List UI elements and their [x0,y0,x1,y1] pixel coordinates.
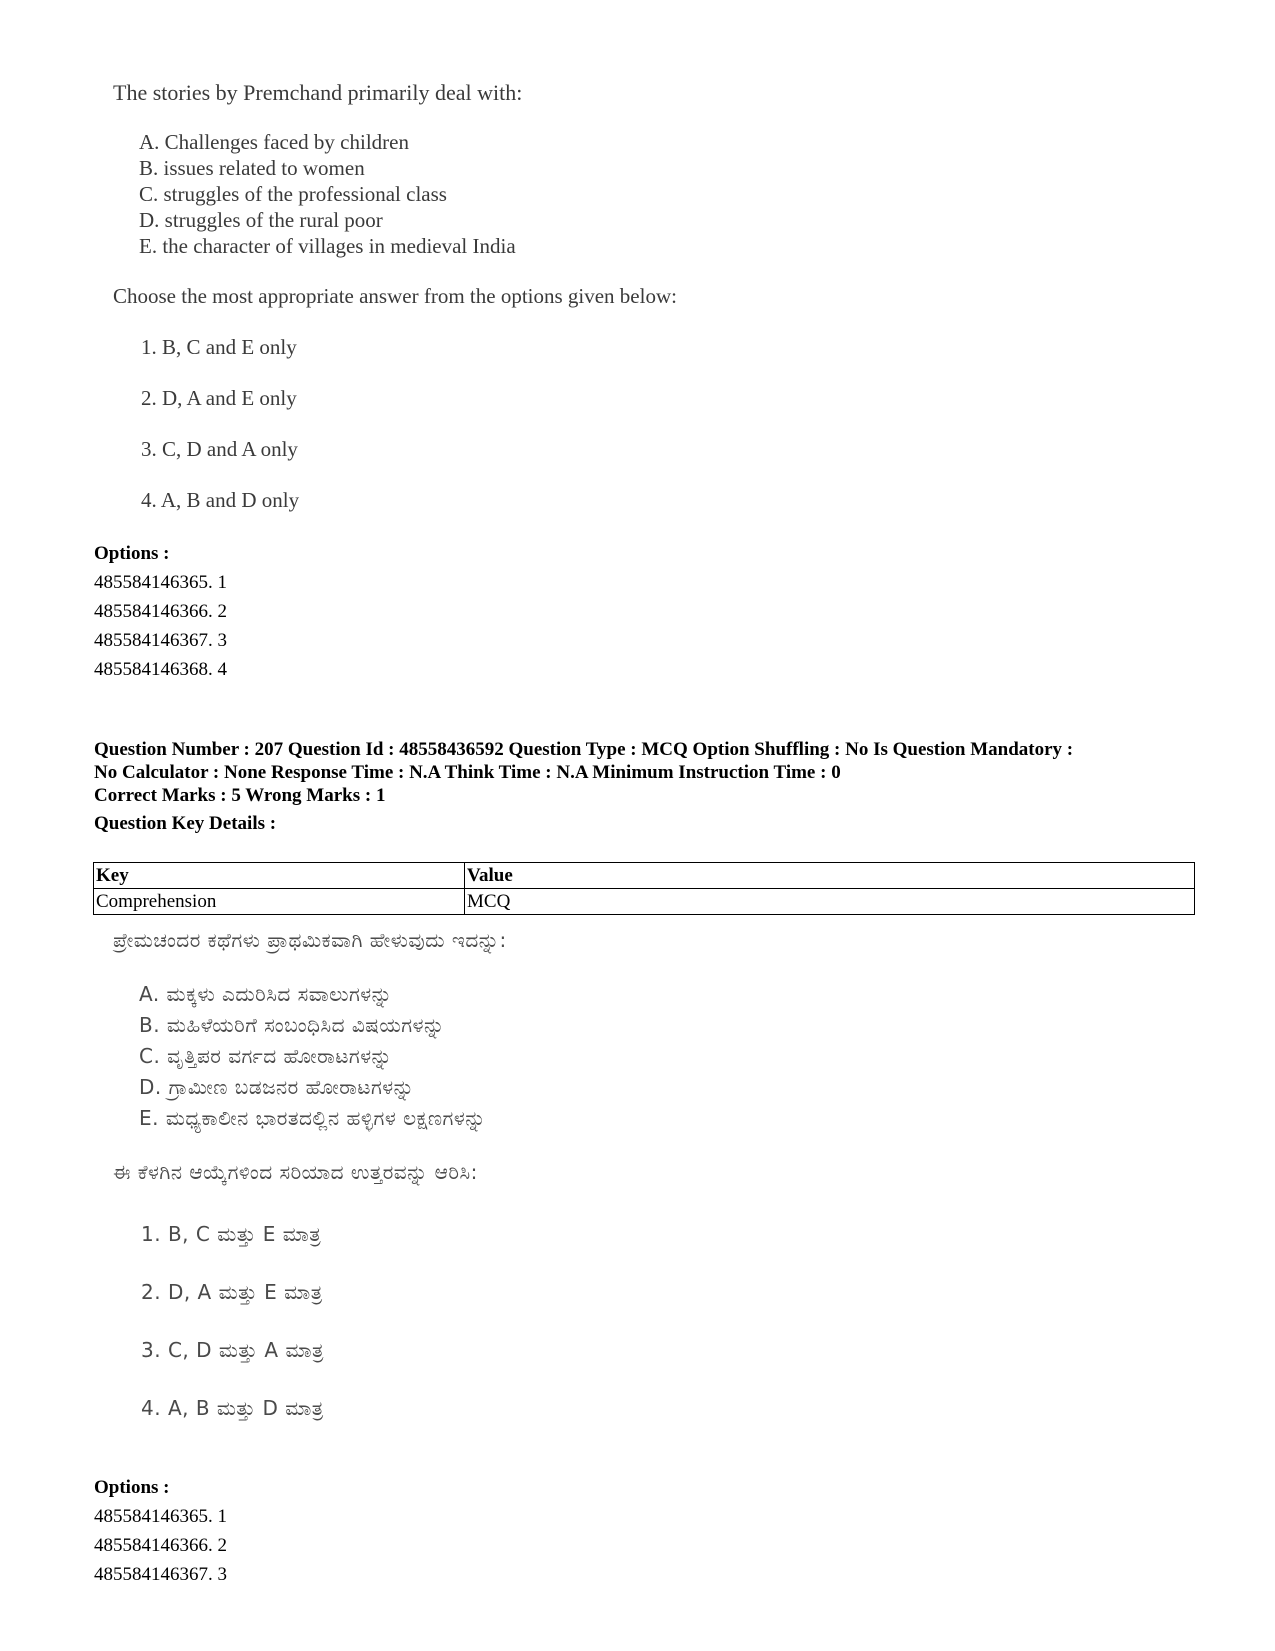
option-item: 485584146366. 2 [94,1535,227,1556]
question-metadata [94,738,1194,784]
options-list [94,540,227,684]
table-row [94,889,1195,915]
statement-a: A. Challenges faced by children [139,130,409,154]
choice-3: 3. C, D ಮತ್ತು A ಮಾತ್ರ [141,1338,324,1362]
statement-c: C. ವೃತ್ತಿಪರ ವರ್ಗದ ಹೋರಾಟಗಳನ್ನು [139,1044,393,1068]
statement-e: E. the character of villages in medieval India [139,234,516,258]
choice-1: 1. B, C ಮತ್ತು E ಮಾತ್ರ [141,1222,322,1246]
choice-2: 2. D, A and E only [141,386,297,410]
option-item: 485584146368. 4 [94,659,227,680]
table-header-key: Key [94,863,465,889]
statement-c: C. struggles of the professional class [139,182,447,206]
choice-1: 1. B, C and E only [141,335,297,359]
table-cell-value: MCQ [465,889,1195,915]
metadata-line-1: Question Number : 207 Question Id : 48558436592 Question Type : MCQ Option Shuffling : No Is Question Mandatory : [94,739,1074,760]
options-label: Options : [94,543,170,564]
choice-3: 3. C, D and A only [141,437,298,461]
key-details-label: Question Key Details : [94,813,277,834]
statement-b: B. ಮಹಿಳೆಯರಿಗೆ ಸಂಬಂಧಿಸಿದ ವಿಷಯಗಳನ್ನು [139,1013,445,1037]
metadata-line-2: No Calculator : None Response Time : N.A Think Time : N.A Minimum Instruction Time : 0 [94,762,841,783]
question-stem: The stories by Premchand primarily deal with: [113,80,523,105]
table-header-row [94,863,1195,889]
statement-e: E. ಮಧ್ಯಕಾಲೀನ ಭಾರತದಲ್ಲಿನ ಹಳ್ಳಿಗಳ ಲಕ್ಷಣಗಳನ್ನು [139,1106,486,1130]
choice-2: 2. D, A ಮತ್ತು E ಮಾತ್ರ [141,1280,323,1304]
option-item: 485584146365. 1 [94,1506,227,1527]
statement-d: D. ಗ್ರಾಮೀಣ ಬಡಜನರ ಹೋರಾಟಗಳನ್ನು [139,1075,415,1099]
option-item: 485584146367. 3 [94,1564,227,1585]
statement-b: B. issues related to women [139,156,365,180]
table-cell-key: Comprehension [94,889,465,915]
option-item: 485584146366. 2 [94,601,227,622]
question-stem: ಪ್ರೇಮಚಂದರ ಕಥೆಗಳು ಪ್ರಾಥಮಿಕವಾಗಿ ಹೇಳುವುದು ಇದನ್ನು: [113,928,507,952]
key-details-table [93,862,1195,915]
choice-4: 4. A, B ಮತ್ತು D ಮಾತ್ರ [141,1396,324,1420]
choice-4: 4. A, B and D only [141,488,300,512]
options-list [94,1474,227,1589]
table-header-value: Value [465,863,1195,889]
statement-d: D. struggles of the rural poor [139,208,383,232]
choose-instruction: Choose the most appropriate answer from the options given below: [113,284,677,308]
option-item: 485584146367. 3 [94,630,227,651]
marks-line: Correct Marks : 5 Wrong Marks : 1 [94,785,386,806]
options-label: Options : [94,1477,170,1498]
statement-a: A. ಮಕ್ಕಳು ಎದುರಿಸಿದ ಸವಾಲುಗಳನ್ನು [139,982,393,1006]
choose-instruction: ಈ ಕೆಳಗಿನ ಆಯ್ಕೆಗಳಿಂದ ಸರಿಯಾದ ಉತ್ತರವನ್ನು ಆರಿಸಿ: [113,1160,478,1184]
option-item: 485584146365. 1 [94,572,227,593]
